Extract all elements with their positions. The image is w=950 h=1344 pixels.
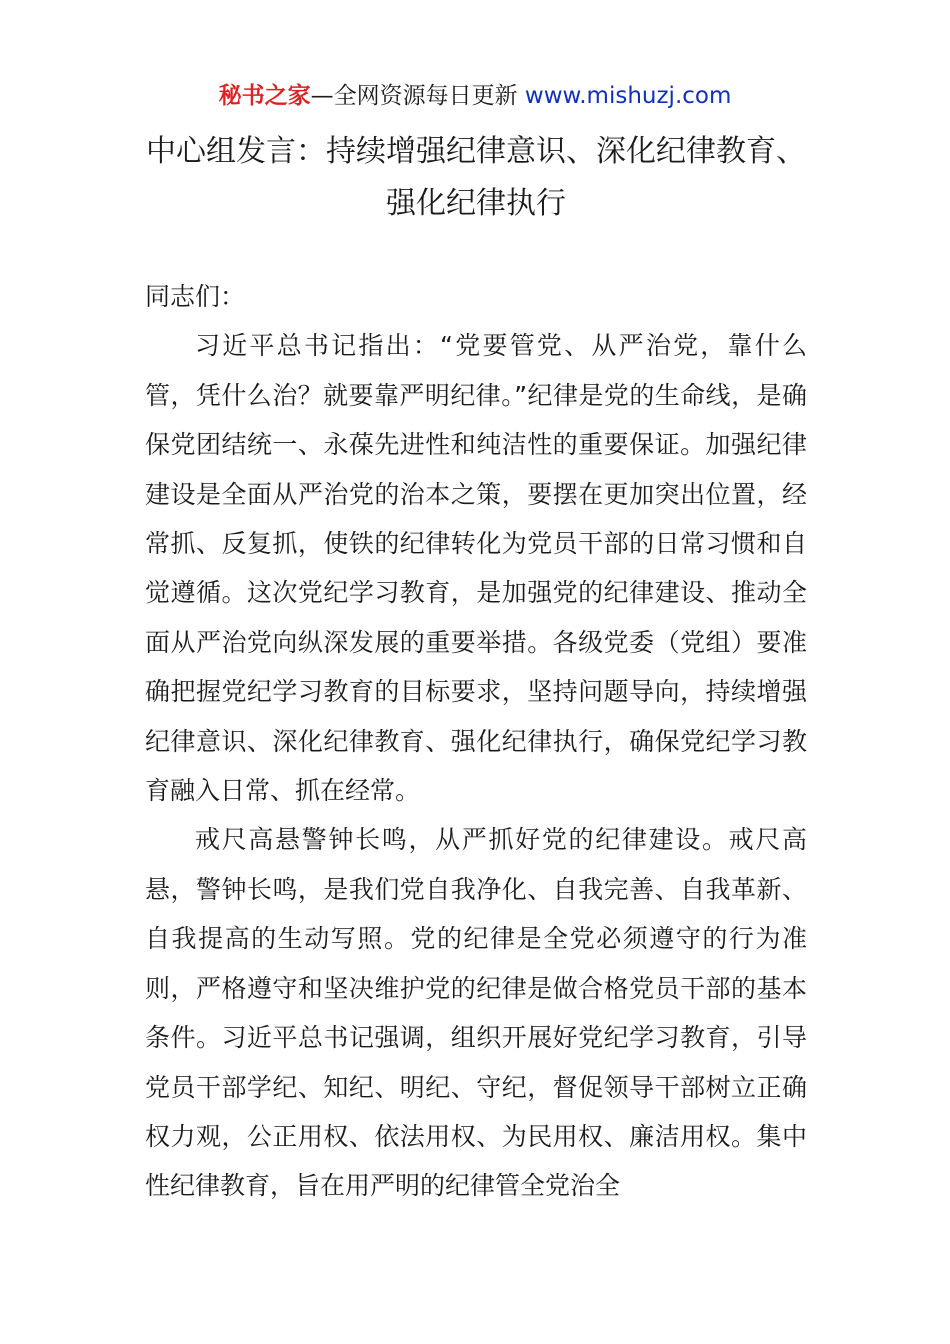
salutation: 同志们：	[145, 282, 246, 311]
header-slogan: —全网资源每日更新	[310, 83, 525, 109]
document-body	[145, 272, 807, 1211]
document-title: 中心组发言：持续增强纪律意识、深化纪律教育、强化纪律执行	[146, 134, 806, 221]
site-header	[0, 80, 950, 112]
paragraph-1: 习近平总书记指出：“党要管党、从严治党，靠什么管，凭什么治？就要靠严明纪律。”纪律是党的生命线，是确保党团结统一、永葆先进性和纯洁性的重要保证。加强纪律建设是全面从严治党的治本之策，要摆在更加突出位置，经常抓、反复抓，使铁的纪律转化为党员干部的日常习惯和自觉遵循。这次党纪学习教育，是加强党的纪律建设、推动全面从严治党向纵深发展的重要举措。各级党委（党组）要准确把握党纪学习教育的目标要求，坚持问题导向，持续增强纪律意识、深化纪律教育、强化纪律执行，确保党纪学习教育融入日常、抓在经常。	[145, 331, 807, 806]
website-link[interactable]: www.mishuzj.com	[524, 83, 732, 109]
paragraph-2: 戒尺高悬警钟长鸣，从严抓好党的纪律建设。戒尺高悬，警钟长鸣，是我们党自我净化、自我完善、自我革新、自我提高的生动写照。党的纪律是全党必须遵守的行为准则，严格遵守和坚决维护党的纪律是做合格党员干部的基本条件。习近平总书记强调，组织开展好党纪学习教育，引导党员干部学纪、知纪、明纪、守纪，督促领导干部树立正确权力观，公正用权、依法用权、为民用权、廉洁用权。集中性纪律教育，旨在用严明的纪律管全党治全	[145, 825, 807, 1201]
brand-name: 秘书之家	[218, 83, 311, 109]
